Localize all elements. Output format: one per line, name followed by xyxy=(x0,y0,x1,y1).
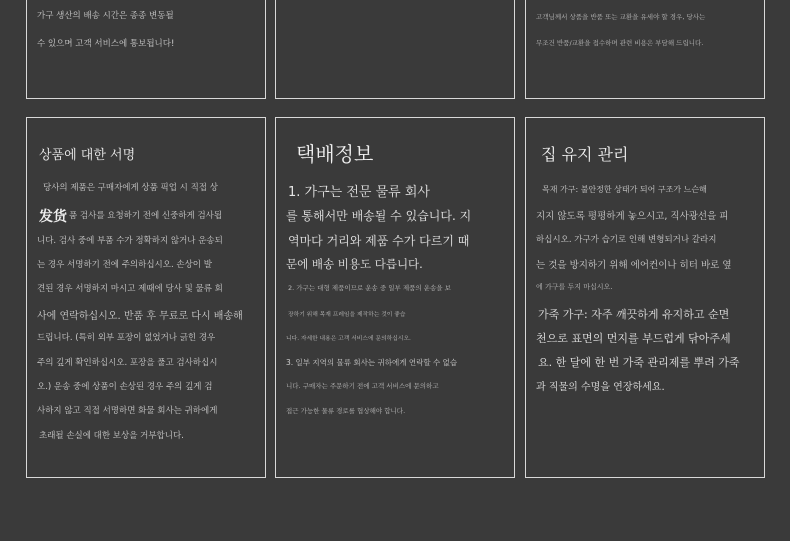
leather-care-line: 천으로 표면의 먼지를 부드럽게 닦아주세 xyxy=(536,332,731,345)
leather-care-line: 가죽 가구: 자주 깨끗하게 유지하고 순면 xyxy=(538,308,730,321)
leather-care-line: 과 직물의 수명을 연장하세요. xyxy=(536,382,665,393)
leather-care-line: 요. 한 달에 한 번 가죽 관리제를 뿌려 가죽 xyxy=(538,356,740,369)
wood-care-line: 에 가구를 두지 마십시오. xyxy=(536,283,613,291)
blank-top-card xyxy=(275,0,515,99)
delivery-point-1-line: 1. 가구는 전문 물류 회사 xyxy=(288,185,430,200)
delivery-point-3-line: 접근 가능한 물류 경로를 협상해야 합니다. xyxy=(286,407,406,415)
wood-care-line: 하십시오. 가구가 습기로 인해 변형되거나 갈라지 xyxy=(536,235,717,245)
return-policy-line-2: 무조건 반품/교환을 접수하며 관련 비용은 부담해 드립니다. xyxy=(536,39,704,47)
shipping-time-card xyxy=(26,0,266,99)
return-policy-card xyxy=(525,0,765,99)
wood-care-line: 지지 않도록 평평하게 놓으시고, 직사광선을 피 xyxy=(536,211,729,222)
signature-card-title: 상품에 대한 서명 xyxy=(39,148,136,163)
signature-line: 사에 연락하십시오. 반품 후 무료로 다시 배송해 xyxy=(37,311,243,322)
delivery-point-1-line: 문에 배송 비용도 다릅니다. xyxy=(286,257,423,271)
maintenance-card-title: 집 유지 관리 xyxy=(541,145,629,164)
delivery-info-card xyxy=(275,117,515,478)
delivery-point-2-line: 2. 가구는 대형 제품이므로 운송 중 일부 제품의 운송을 보 xyxy=(288,284,451,292)
signature-line: 초래될 손실에 대한 보상을 거부합니다. xyxy=(39,431,184,441)
return-policy-line-1: 고객님께서 상품을 반품 또는 교환을 유세야 할 경우, 당사는 xyxy=(536,13,706,21)
signature-line: 는 경우 서명하기 전에 주의하십시오. 손상이 발 xyxy=(37,260,212,270)
signature-line: 주의 깊게 확인하십시오. 포장을 풀고 검사하십시 xyxy=(37,358,218,368)
delivery-point-3-line: 니다. 구매자는 주문하기 전에 고객 서비스에 문의하고 xyxy=(286,382,439,390)
signature-line: 사하지 않고 직접 서명하면 화물 회사는 귀하에게 xyxy=(37,406,218,416)
signature-card xyxy=(26,117,266,478)
shipping-time-line-1: 가구 생산의 배송 시간은 종종 변동될 xyxy=(37,11,174,21)
wood-care-line: 는 것을 방지하기 위해 에어컨이나 히터 바로 옆 xyxy=(536,260,732,271)
delivery-point-1-line: 를 통해서만 배송될 수 있습니다. 지 xyxy=(286,209,472,223)
shipping-stamp: 发货 xyxy=(39,209,67,225)
delivery-point-2-line: 니다. 자세한 내용은 고객 서비스에 문의하십시오. xyxy=(286,336,411,342)
signature-line: 품 검사를 요청하기 전에 신중하게 검사됩 xyxy=(69,211,223,221)
delivery-card-title: 택배정보 xyxy=(296,142,374,166)
signature-line: 드립니다. (특히 외부 포장이 없었거나 긁힌 경우 xyxy=(37,333,216,343)
signature-line: 견된 경우 서명하지 마시고 제때에 당사 및 물류 회 xyxy=(37,284,223,294)
signature-line: 니다. 검사 중에 부품 수가 정확하지 않거나 운송되 xyxy=(37,236,223,246)
delivery-point-3-line: 3. 일부 지역의 물류 회사는 귀하에게 연락할 수 없습 xyxy=(286,358,458,367)
delivery-point-1-line: 역마다 거리와 제품 수가 다르기 때 xyxy=(288,234,470,248)
shipping-time-line-2: 수 있으며 고객 서비스에 통보됩니다! xyxy=(37,39,175,49)
wood-care-line: 목재 가구: 불안정한 상태가 되어 구조가 느슨해 xyxy=(542,185,707,194)
home-maintenance-card xyxy=(525,117,765,478)
signature-line: 당사의 제품은 구매자에게 상품 픽업 시 직접 상 xyxy=(43,183,218,193)
signature-line: 오.) 운송 중에 상품이 손상된 경우 주의 깊게 검 xyxy=(37,382,213,392)
delivery-point-2-line: 장하기 위해 목재 프레임을 제작하는 것이 좋습 xyxy=(288,312,406,318)
